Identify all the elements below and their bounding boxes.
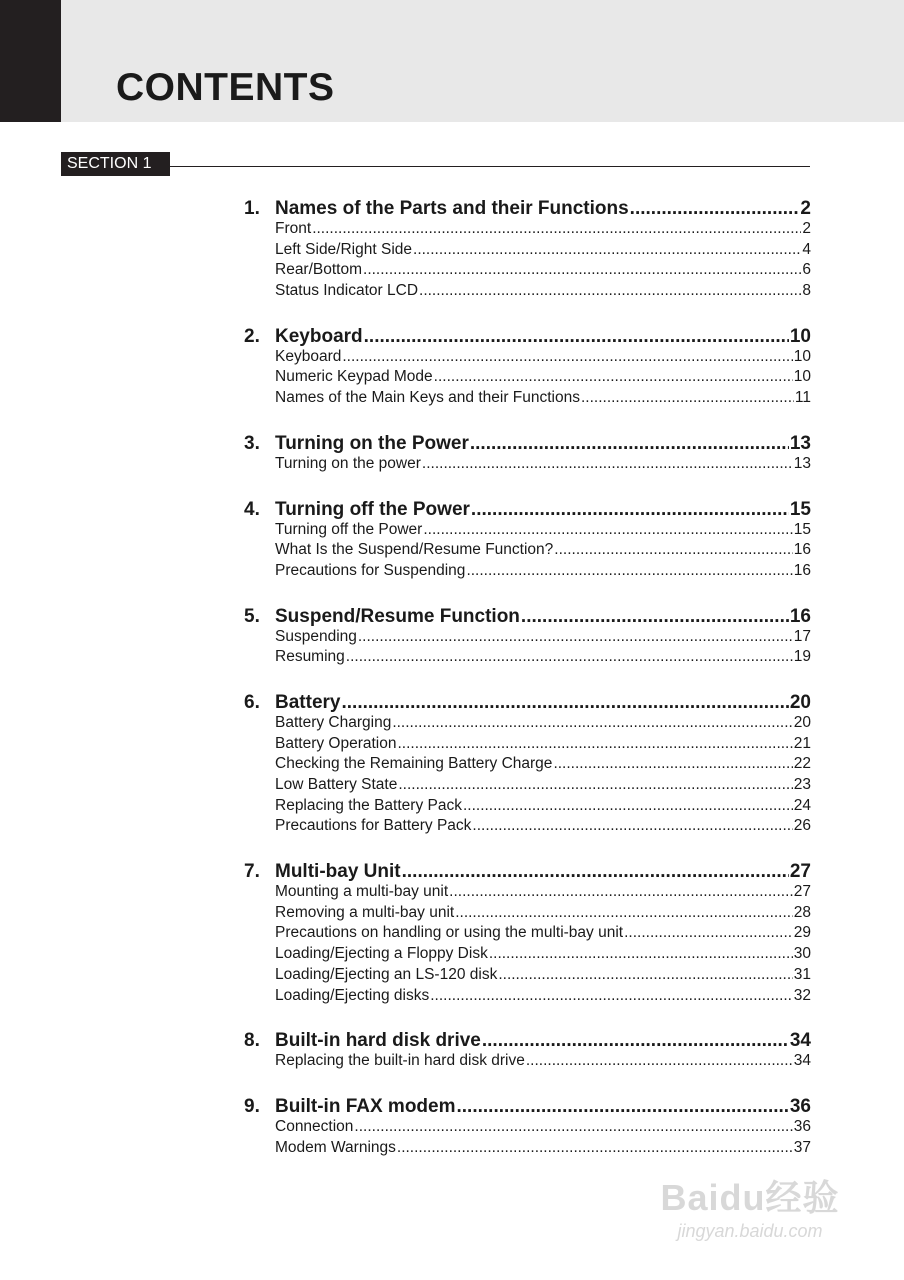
dot-leader — [482, 1030, 789, 1052]
entry-page-number: 26 — [793, 817, 811, 835]
dot-leader — [392, 714, 792, 732]
entry-title: Left Side/Right Side — [275, 240, 413, 258]
toc-entry[interactable] — [275, 1118, 811, 1139]
dot-leader — [346, 648, 793, 666]
chapter-heading[interactable] — [244, 1030, 811, 1052]
chapter-heading[interactable] — [244, 692, 811, 714]
dot-leader — [463, 797, 793, 815]
toc-entry[interactable] — [275, 455, 811, 476]
toc-entry[interactable] — [275, 817, 811, 838]
entry-page-number: 17 — [793, 627, 811, 645]
toc-entry[interactable] — [275, 987, 811, 1008]
dot-leader — [363, 261, 801, 279]
chapter-page-number: 15 — [789, 498, 811, 520]
entry-title: Rear/Bottom — [275, 261, 363, 279]
dot-leader — [521, 606, 789, 628]
toc-entry[interactable] — [275, 348, 811, 369]
entry-title: Checking the Remaining Battery Charge — [275, 755, 553, 773]
dot-leader — [397, 1139, 793, 1157]
dot-leader — [455, 904, 793, 922]
toc-chapter — [244, 433, 811, 476]
dot-leader — [526, 1052, 793, 1070]
toc-entry[interactable] — [275, 924, 811, 945]
entry-title: Replacing the built-in hard disk drive — [275, 1052, 525, 1070]
chapter-number: 8. — [244, 1030, 260, 1052]
chapter-title: Keyboard — [275, 325, 363, 347]
toc-entry[interactable] — [275, 755, 811, 776]
entry-title: Removing a multi-bay unit — [275, 903, 455, 921]
chapter-page-number: 10 — [789, 325, 811, 347]
entry-title: Low Battery State — [275, 776, 398, 793]
chapter-title: Battery — [275, 691, 341, 713]
toc-chapter — [244, 606, 811, 669]
chapter-number: 5. — [244, 605, 260, 627]
chapter-number: 3. — [244, 432, 260, 454]
dot-leader — [342, 348, 792, 366]
dot-leader — [341, 692, 788, 714]
chapter-title: Turning on the Power — [275, 432, 469, 454]
toc-entry[interactable] — [275, 1139, 811, 1160]
chapter-page-number: 13 — [789, 432, 811, 454]
section-divider — [170, 166, 810, 167]
chapter-heading[interactable] — [244, 606, 811, 628]
entry-page-number: 16 — [793, 561, 811, 579]
toc-entry[interactable] — [275, 220, 811, 241]
dot-leader — [581, 389, 794, 407]
chapter-title: Suspend/Resume Function — [275, 605, 520, 627]
entry-title: Loading/Ejecting a Floppy Disk — [275, 945, 488, 963]
entry-title: Names of the Main Keys and their Functions — [275, 389, 580, 407]
chapter-heading[interactable] — [244, 499, 811, 521]
dot-leader — [397, 735, 792, 753]
toc-entry[interactable] — [275, 648, 811, 669]
entry-title: Numeric Keypad Mode — [275, 368, 433, 386]
toc-entry[interactable] — [275, 904, 811, 925]
entry-title: Turning on the power — [275, 454, 421, 472]
entry-page-number: 23 — [793, 776, 811, 793]
chapter-page-number: 2 — [800, 198, 811, 219]
dot-leader — [423, 521, 792, 539]
dot-leader — [489, 945, 793, 963]
dot-leader — [470, 433, 789, 455]
entry-title: Precautions for Battery Pack — [275, 817, 472, 835]
watermark-url: jingyan.baidu.com — [677, 1221, 823, 1241]
table-of-contents — [244, 198, 811, 1182]
entry-title: Precautions for Suspending — [275, 561, 466, 579]
header-black-block — [0, 0, 61, 122]
chapter-page-number: 27 — [789, 861, 811, 883]
entry-page-number: 11 — [794, 389, 811, 407]
entry-page-number: 31 — [793, 965, 811, 983]
toc-chapter — [244, 1030, 811, 1073]
toc-chapter — [244, 1096, 811, 1159]
entry-title: Battery Operation — [275, 734, 397, 752]
entry-title: Mounting a multi-bay unit — [275, 883, 449, 901]
dot-leader — [457, 1096, 789, 1118]
dot-leader — [624, 924, 793, 942]
chapter-number: 1. — [244, 198, 260, 219]
dot-leader — [553, 755, 792, 773]
dot-leader — [413, 241, 801, 259]
watermark-logo: Baidu经验 — [660, 1177, 840, 1218]
chapter-heading[interactable] — [244, 861, 811, 883]
toc-entry[interactable] — [275, 389, 811, 410]
entry-page-number: 30 — [793, 945, 811, 963]
chapter-heading[interactable] — [244, 1096, 811, 1118]
toc-entry[interactable] — [275, 241, 811, 262]
toc-entry[interactable] — [275, 735, 811, 756]
dot-leader — [449, 883, 793, 901]
entry-page-number: 15 — [793, 520, 811, 538]
chapter-page-number: 20 — [789, 691, 811, 713]
entry-page-number: 4 — [802, 240, 811, 258]
chapter-title: Built-in FAX modem — [275, 1095, 456, 1117]
entry-page-number: 6 — [802, 261, 811, 279]
toc-entry[interactable] — [275, 628, 811, 649]
dot-leader — [498, 966, 792, 984]
entry-title: What Is the Suspend/Resume Function? — [275, 541, 554, 559]
dot-leader — [630, 198, 800, 220]
toc-entry[interactable] — [275, 945, 811, 966]
dot-leader — [554, 541, 792, 559]
dot-leader — [364, 326, 789, 348]
dot-leader — [471, 499, 789, 521]
entry-page-number: 37 — [793, 1138, 811, 1156]
chapter-number: 7. — [244, 861, 260, 883]
entry-page-number: 28 — [793, 903, 811, 921]
dot-leader — [358, 628, 793, 646]
toc-chapter — [244, 198, 811, 303]
dot-leader — [398, 776, 792, 794]
entry-page-number: 10 — [793, 368, 811, 386]
dot-leader — [434, 368, 793, 386]
chapter-number: 2. — [244, 325, 260, 347]
entry-title: Turning off the Power — [275, 520, 423, 538]
entry-page-number: 20 — [793, 713, 811, 731]
entry-page-number: 2 — [802, 220, 811, 237]
toc-entry[interactable] — [275, 261, 811, 282]
entry-page-number: 21 — [793, 734, 811, 752]
toc-entry[interactable] — [275, 714, 811, 735]
entry-title: Replacing the Battery Pack — [275, 796, 462, 814]
toc-entry[interactable] — [275, 368, 811, 389]
section-label: SECTION 1 — [61, 152, 170, 176]
dot-leader — [472, 817, 792, 835]
toc-entry[interactable] — [275, 797, 811, 818]
toc-entry[interactable] — [275, 1052, 811, 1073]
entry-title: Loading/Ejecting an LS-120 disk — [275, 965, 498, 983]
entry-title: Connection — [275, 1117, 354, 1135]
toc-entry[interactable] — [275, 966, 811, 987]
entry-title: Modem Warnings — [275, 1138, 396, 1156]
dot-leader — [419, 282, 801, 300]
entry-page-number: 19 — [793, 648, 811, 666]
entry-title: Loading/Ejecting disks — [275, 986, 430, 1004]
entry-title: Precautions on handling or using the multi-bay unit — [275, 924, 624, 942]
entry-title: Keyboard — [275, 347, 342, 365]
chapter-heading[interactable] — [244, 326, 811, 348]
chapter-title: Built-in hard disk drive — [275, 1030, 481, 1052]
chapter-page-number: 34 — [789, 1030, 811, 1052]
chapter-heading[interactable] — [244, 433, 811, 455]
watermark — [640, 1170, 860, 1250]
dot-leader — [422, 455, 793, 473]
entry-page-number: 10 — [793, 347, 811, 365]
entry-title: Suspending — [275, 627, 357, 645]
toc-chapter — [244, 326, 811, 410]
chapter-number: 6. — [244, 691, 260, 713]
toc-entry[interactable] — [275, 883, 811, 904]
entry-page-number: 22 — [793, 755, 811, 773]
chapter-title: Multi-bay Unit — [275, 861, 401, 883]
toc-chapter — [244, 861, 811, 1007]
toc-chapter — [244, 499, 811, 583]
entry-page-number: 8 — [802, 282, 811, 300]
toc-entry[interactable] — [275, 776, 811, 797]
entry-page-number: 34 — [793, 1052, 811, 1070]
dot-leader — [312, 220, 801, 238]
entry-page-number: 13 — [793, 454, 811, 472]
entry-page-number: 27 — [793, 883, 811, 901]
page-title: CONTENTS — [116, 66, 335, 109]
toc-entry[interactable] — [275, 541, 811, 562]
entry-title: Front — [275, 220, 312, 237]
toc-entry[interactable] — [275, 562, 811, 583]
entry-title: Resuming — [275, 648, 345, 666]
dot-leader — [466, 562, 792, 580]
dot-leader — [354, 1118, 792, 1136]
chapter-title: Names of the Parts and their Functions — [275, 198, 629, 219]
entry-page-number: 32 — [793, 986, 811, 1004]
dot-leader — [402, 861, 789, 883]
dot-leader — [430, 987, 793, 1005]
entry-page-number: 36 — [793, 1117, 811, 1135]
entry-title: Status Indicator LCD — [275, 282, 419, 300]
chapter-page-number: 36 — [789, 1095, 811, 1117]
chapter-number: 4. — [244, 498, 260, 520]
toc-entry[interactable] — [275, 521, 811, 542]
entry-page-number: 24 — [793, 796, 811, 814]
entry-page-number: 16 — [793, 541, 811, 559]
entry-page-number: 29 — [793, 924, 811, 942]
toc-entry[interactable] — [275, 282, 811, 303]
entry-title: Battery Charging — [275, 713, 392, 731]
chapter-number: 9. — [244, 1095, 260, 1117]
chapter-page-number: 16 — [789, 605, 811, 627]
chapter-heading[interactable] — [244, 198, 811, 220]
toc-chapter — [244, 692, 811, 838]
chapter-title: Turning off the Power — [275, 498, 470, 520]
